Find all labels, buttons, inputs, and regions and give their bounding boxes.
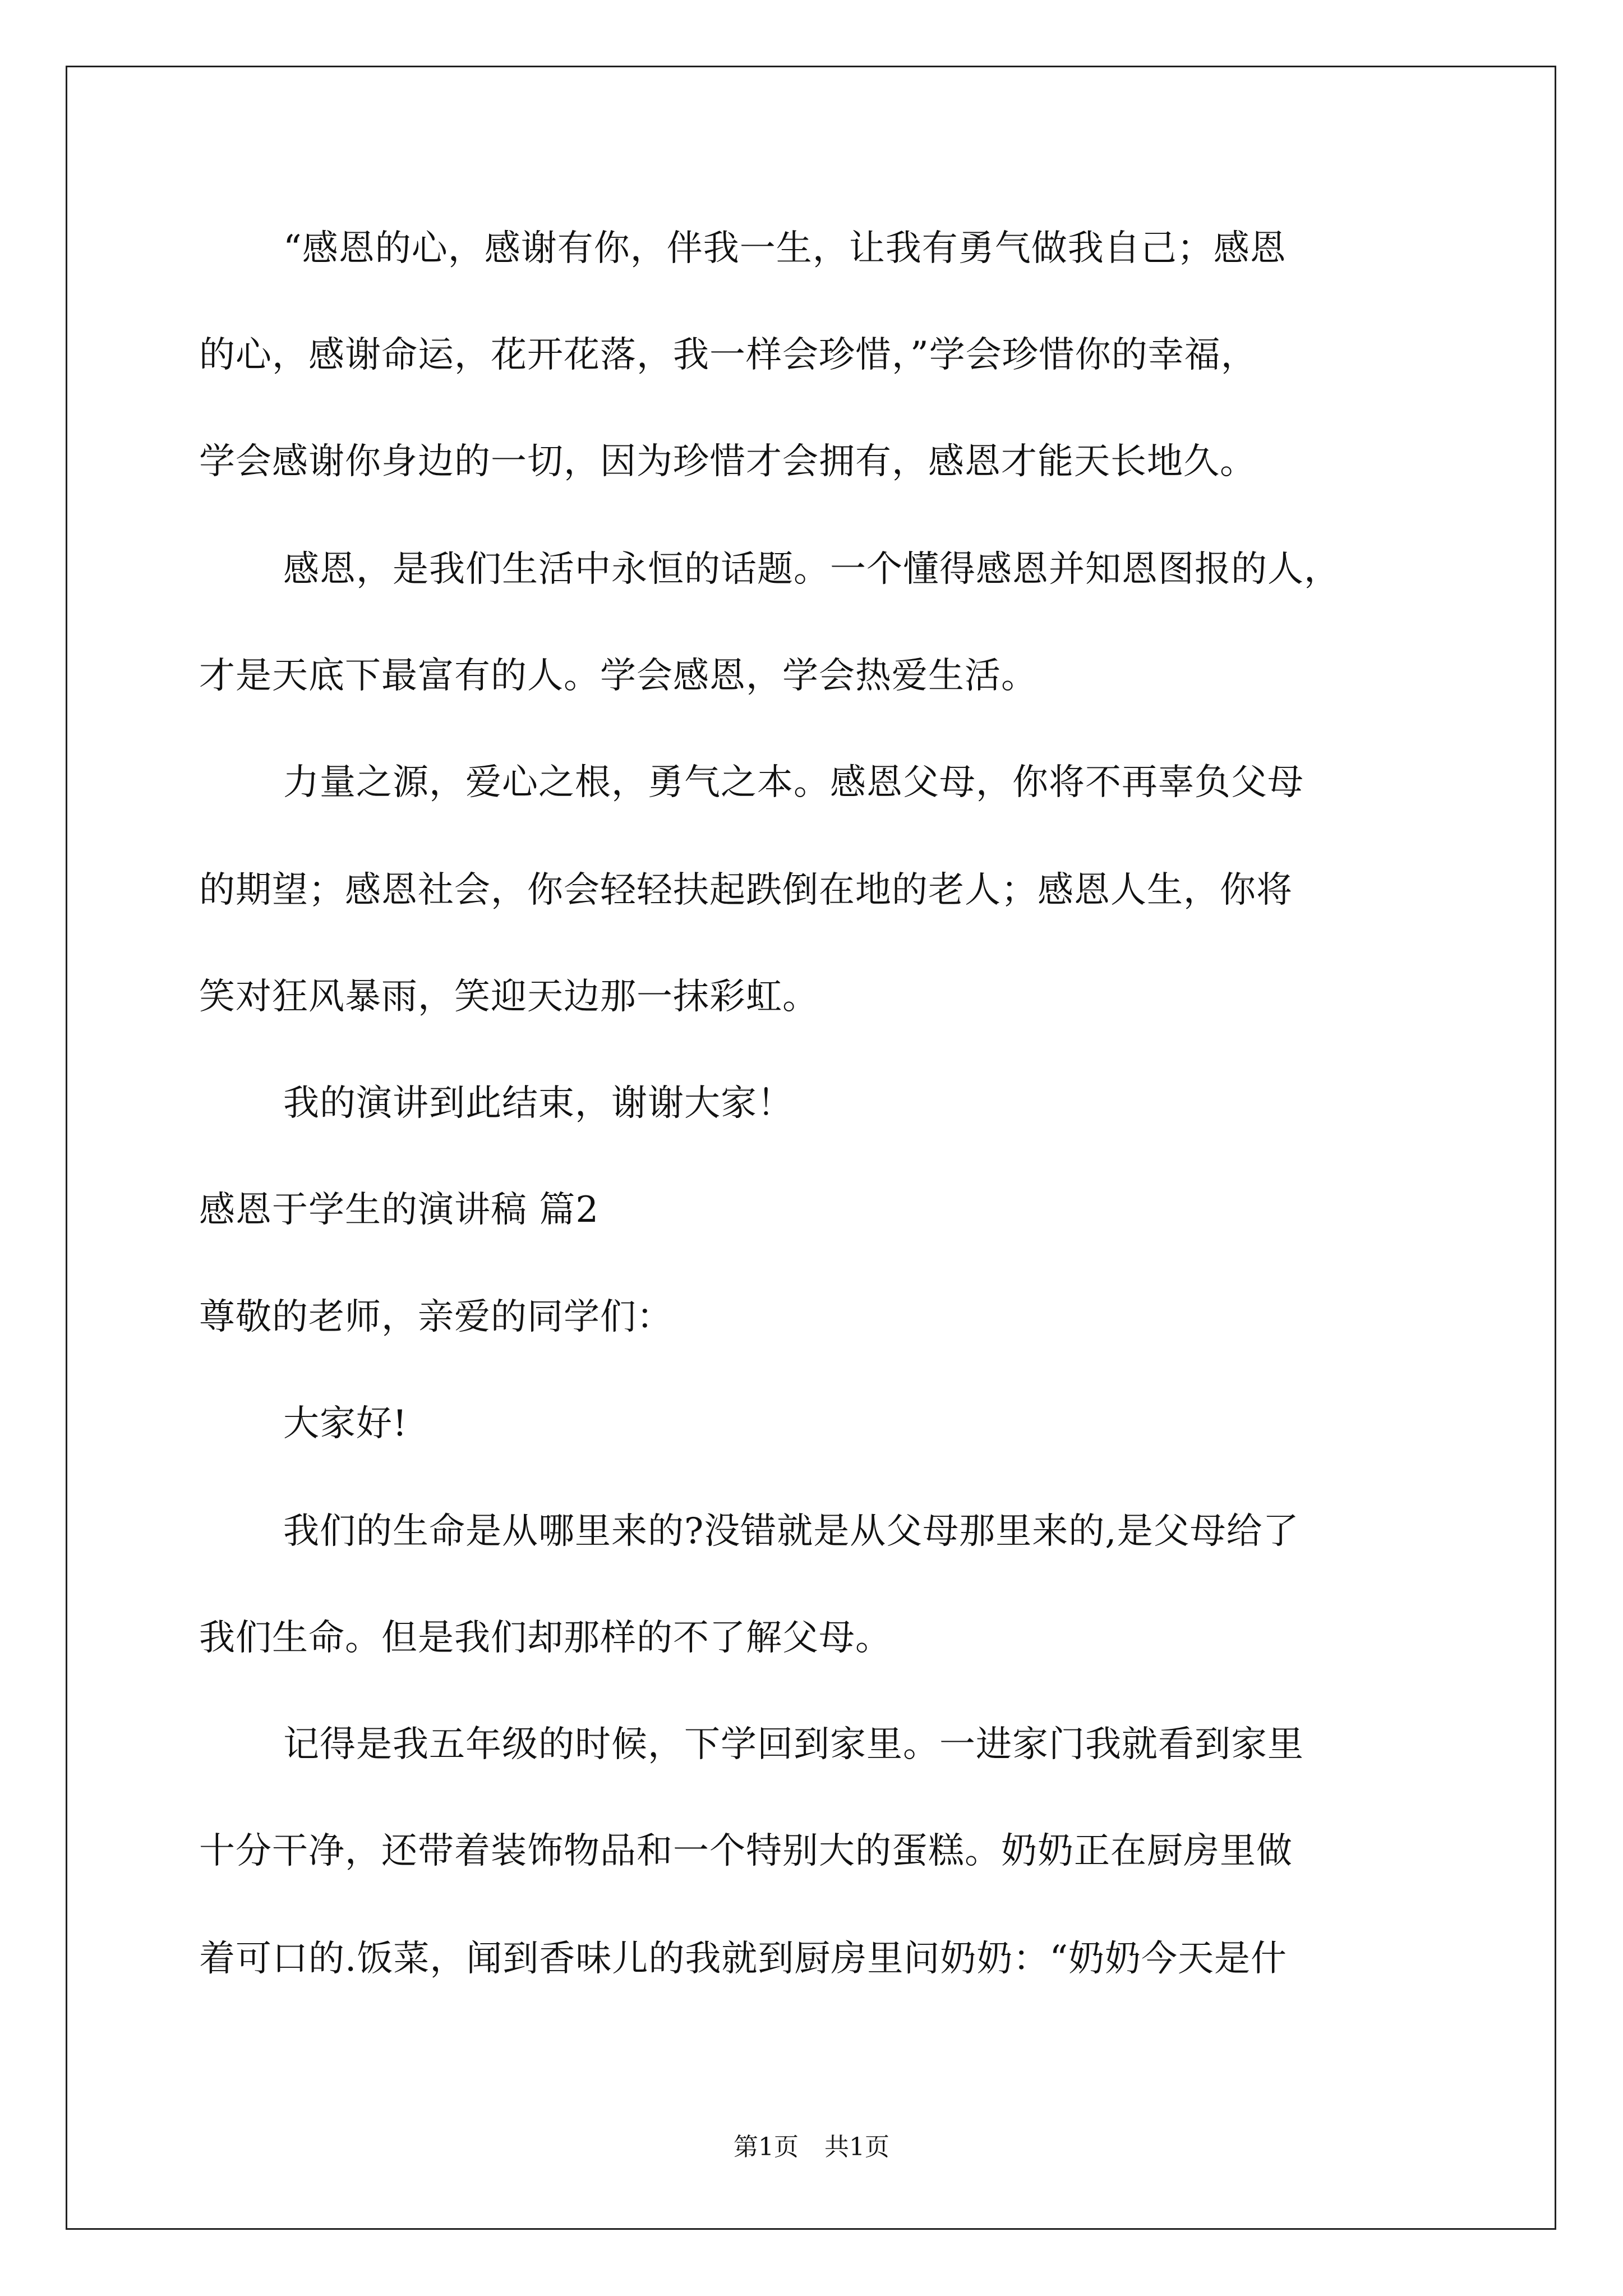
section-heading: 感恩于学生的演讲稿 篇2 [199,1189,600,1231]
text-line: 的心，感谢命运，花开花落，我一样会珍惜，”学会珍惜你的幸福， [199,334,1257,376]
page-border [66,66,1556,2230]
text-line: 力量之源，爱心之根，勇气之本。感恩父母，你将不再辜负父母 [283,762,1304,803]
greeting: 大家好! [283,1403,408,1444]
page-footer [0,2132,1623,2163]
text-line: 我们的生命是从哪里来的?没错就是从父母那里来的,是父母给了 [283,1511,1299,1552]
text-line: 十分干净，还带着装饰物品和一个特别大的蛋糕。奶奶正在厨房里做 [199,1830,1293,1872]
text-line: 的期望；感恩社会，你会轻轻扶起跌倒在地的老人；感恩人生，你将 [199,869,1293,911]
page-number-current: 第1页 [734,2133,799,2161]
text-line: 记得是我五年级的时候，下学回到家里。一进家门我就看到家里 [283,1724,1304,1765]
page-number-total: 共1页 [824,2133,889,2161]
text-line: 学会感谢你身边的一切，因为珍惜才会拥有，感恩才能天长地久。 [199,441,1256,482]
text-line: 笑对狂风暴雨，笑迎天边那一抹彩虹。 [199,976,819,1018]
text-line: 感恩，是我们生活中永恒的话题。一个懂得感恩并知恩图报的人， [283,549,1340,590]
text-line: 才是天底下最富有的人。学会感恩，学会热爱生活。 [199,655,1038,697]
text-line: 我们生命。但是我们却那样的不了解父母。 [199,1617,892,1659]
text-line: 我的演讲到此结束，谢谢大家！ [283,1083,794,1124]
text-line: 着可口的.饭菜，闻到香味儿的我就到厨房里问奶奶：“奶奶今天是什 [199,1938,1288,1980]
salutation: 尊敬的老师，亲爱的同学们： [199,1296,673,1338]
text-line: “感恩的心，感谢有你，伴我一生，让我有勇气做我自己；感恩 [283,228,1287,269]
